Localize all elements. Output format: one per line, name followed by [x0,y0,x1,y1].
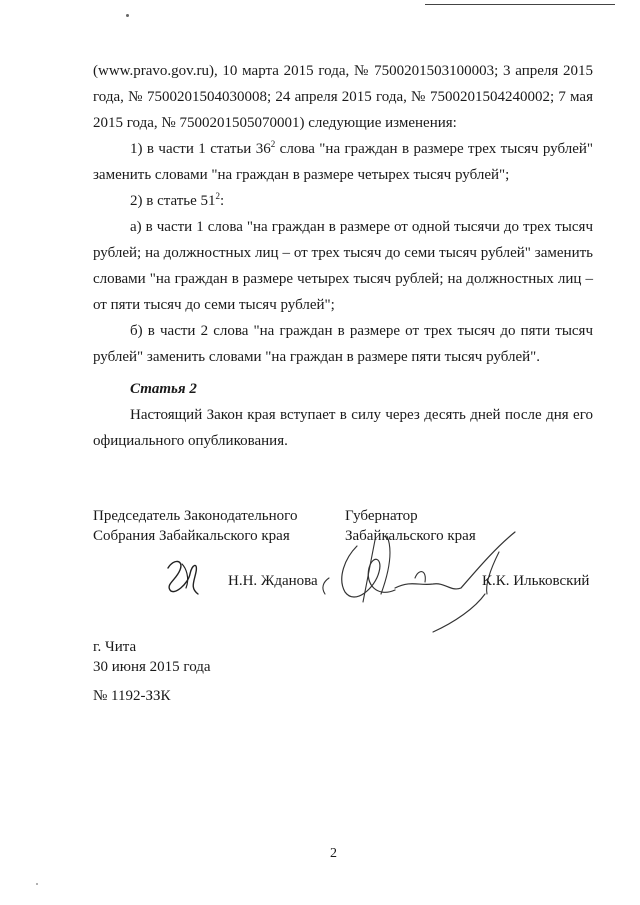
signing-date: 30 июня 2015 года [93,659,211,675]
amendment-item-1-end: слова "на граждан в размере трех тысяч рублей" заменить словами "на граждан в размере четырех тысяч рублей"; [93,141,593,183]
page-number: 2 [330,846,337,861]
amendment-item-1-start: 1) в части 1 статьи 36 [130,141,271,157]
signatory-right-title-line-1: Губернатор [345,508,418,524]
article-title: Статья 2 [130,381,197,397]
place-and-date [93,637,211,677]
scan-speck [36,883,38,885]
superscript: 2 [270,139,276,149]
scan-speck [126,14,129,17]
header-rule [425,4,615,5]
intro-paragraph: (www.pravo.gov.ru), 10 марта 2015 года, № 7500201503100003; 3 апреля 2015 года, № 7500201504030008; 24 апреля 2015 года, № 7500201504240002; 7 мая 2015 года, № 7500201505070001) следующие изменения: [93,63,593,131]
signatory-left-name: Н.Н. Жданова [228,573,318,589]
amendment-item-2 [93,188,593,214]
signing-city: г. Чита [93,639,137,655]
amendment-item-2b: б) в части 2 слова "на граждан в размере от трех тысяч до пяти тысяч рублей" заменить словами "на граждан в размере пяти тысяч рублей". [93,323,593,365]
article-text: Настоящий Закон края вступает в силу через десять дней после дня его официального опубликования. [93,407,593,449]
signature-left [160,554,210,600]
law-number: № 1192-ЗЗК [93,688,171,704]
amendment-item-1 [93,136,593,188]
document-body [93,58,593,454]
signatory-left-title-line-1: Председатель Законодательного [93,508,298,524]
amendment-item-2-end: : [220,193,225,209]
signatory-left-title [93,506,297,546]
superscript: 2 [215,191,221,201]
signatory-right-title-line-2: Забайкальского края [345,528,476,544]
signatory-right-name: К.К. Ильковский [482,573,590,589]
amendment-item-2-start: 2) в статье 51 [130,193,216,209]
signatory-left-title-line-2: Собрания Забайкальского края [93,528,290,544]
amendment-item-2a: а) в части 1 слова "на граждан в размере от одной тысячи до трех тысяч рублей; на должностных лиц – от трех тысяч до семи тысяч рублей" заменить словами "на граждан в размере четырех тысяч рублей; на должностных лиц – от пяти тысяч до семи тысяч рублей"; [93,219,593,313]
